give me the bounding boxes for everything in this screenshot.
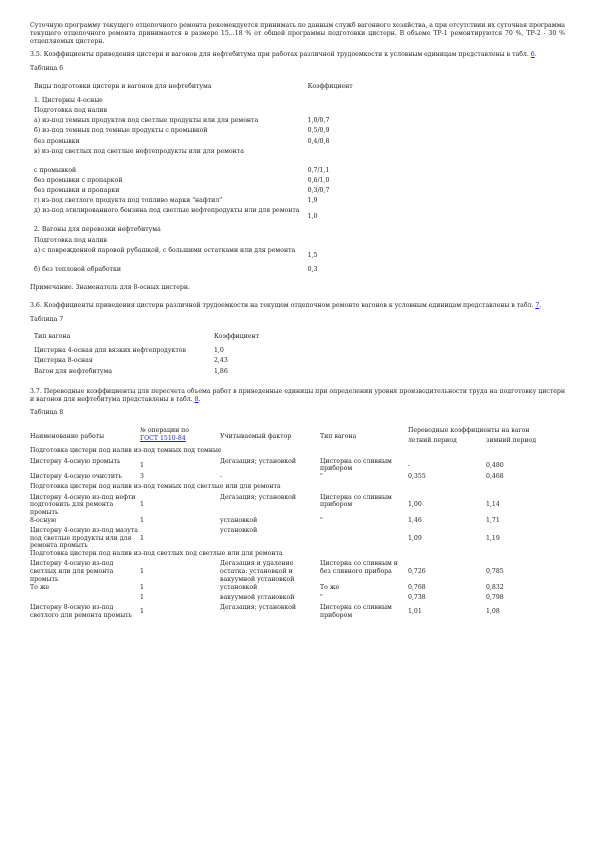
table-row bbox=[34, 357, 294, 367]
table-6-cell-coef: 1,0 bbox=[307, 213, 318, 221]
table-6-cell-kind: без промывки и пропарки bbox=[34, 187, 120, 195]
table-7-header-type: Тип вагона bbox=[34, 333, 71, 341]
table-8-cell-name: Цистерну 4-осную из-под мазута под светлые продукты или для ремонта промыть bbox=[30, 526, 138, 550]
table-8-cell-factor: установкой bbox=[220, 583, 258, 591]
table-8-cell-factor: установкой bbox=[220, 516, 258, 524]
table-6-cell-coef: 0,7/1,1 bbox=[307, 166, 330, 174]
table-8-cell-type bbox=[320, 527, 408, 550]
table-6-cell-coef bbox=[308, 226, 374, 236]
gost-link[interactable]: ГОСТ 1510-84 bbox=[140, 434, 186, 442]
table-8-header-op-text: № операции по bbox=[140, 427, 190, 435]
table-row bbox=[34, 207, 374, 226]
table-6-cell-coef: 1,9 bbox=[307, 197, 318, 205]
table-row bbox=[34, 167, 374, 177]
table-8-cell-winter: 1,08 bbox=[486, 607, 500, 615]
table-6-body bbox=[34, 97, 374, 276]
table-8-caption: Таблица 8 bbox=[30, 409, 64, 417]
table-8-cell-factor: установкой bbox=[220, 526, 258, 534]
table-7-body bbox=[34, 347, 294, 378]
table-8-header-group: Переводные коэффициенты на вагон bbox=[408, 427, 530, 435]
section-3-6-text: 3.6. Коэффициенты приведения цистерн различной трудоемкости на текущем отцепочном ремонте вагонов к условным единицам представлены в табл. bbox=[30, 301, 536, 309]
table-8-cell-winter: 0,785 bbox=[486, 568, 504, 576]
table-8-cell-summer: 0,726 bbox=[408, 568, 426, 576]
table-6-cell-coef bbox=[308, 97, 374, 107]
table-row bbox=[34, 266, 374, 276]
intro-paragraph: Суточную программу текущего отцепочного ремонта рекомендуется принимать по данным служб вагонного хозяйства, а при отсутствии их суточная программа текущего отцепочного ремонта принимается в размере 15...18 % от общей программы подготовки цистерн. В объеме ТР-1 ремонтируются 70 %, ТР-2 - 30 % отцепляемых цистерн. bbox=[30, 22, 565, 45]
table-8-cell-type: Цистерна со сливным прибором bbox=[320, 604, 392, 619]
table-8-cell-winter: 0,832 bbox=[486, 583, 504, 591]
table-6-cell-coef: 1,0/0,7 bbox=[307, 117, 330, 125]
table-8-cell-op: 1 bbox=[140, 461, 144, 469]
table-6-cell-coef bbox=[308, 107, 374, 117]
table-8-section-title: Подготовка цистерн под налив из-под темных под темные bbox=[30, 447, 222, 455]
section-3-6-after: . bbox=[539, 301, 542, 309]
table-8-cell-name: Цистерну 4-осную из-под светлых или для ремонта промыть bbox=[30, 560, 114, 583]
table-row bbox=[34, 117, 374, 127]
table-8-link[interactable]: 8 bbox=[194, 395, 199, 403]
table-7-cell-coef: 1,86 bbox=[214, 367, 228, 375]
table-6-header-kind: Виды подготовки цистерн и вагонов для нефтебитума bbox=[34, 82, 212, 90]
table-6-cell-coef: 0,6/1,0 bbox=[307, 176, 330, 184]
table-6-header-coef: Коэффициент bbox=[307, 82, 353, 90]
table-8-cell-op: 1 bbox=[140, 501, 144, 509]
section-3-5-after: . bbox=[534, 51, 537, 59]
table-6-cell-coef: 0,4/0,8 bbox=[307, 137, 330, 145]
table-row bbox=[30, 517, 565, 527]
table-6-cell-kind: без промывки bbox=[34, 137, 80, 145]
table-8-cell-name: То же bbox=[30, 583, 50, 591]
table-8-section-title: Подготовка цистерн под налив из-под светлых под светлые или для ремонта bbox=[30, 550, 283, 558]
table-8-cell-type: " bbox=[320, 473, 323, 481]
table-8-header-factor: Учитываемый фактор bbox=[220, 433, 292, 441]
table-row bbox=[34, 138, 374, 148]
table-8-cell-winter: 1,19 bbox=[486, 534, 500, 542]
table-8-cell-factor: Дегазация; установкой bbox=[220, 457, 297, 465]
table-8-cell-type: Цистерна со сливным и без сливного прибора bbox=[320, 560, 398, 576]
table-8-cell-factor: вакуумной установкой bbox=[220, 593, 295, 601]
table-6-cell-kind: а) с поврежденной паровой рубашкой, с большими остатками или для ремонта bbox=[34, 246, 296, 254]
table-row bbox=[34, 368, 294, 378]
table-6-link[interactable]: 6 bbox=[530, 51, 535, 59]
table-8-cell-summer: 1,00 bbox=[408, 501, 422, 509]
table-6 bbox=[34, 83, 374, 276]
table-6-cell-kind: с промывкой bbox=[34, 166, 77, 174]
table-8-cell-name: Цистерну 4-осную из-под нефти подготовить для ремонта промыть bbox=[30, 493, 136, 516]
table-row bbox=[34, 97, 374, 107]
table-8-cell-factor: Дегазация; установкой bbox=[220, 493, 297, 501]
section-3-7-text: 3.7. Переводные коэффициенты для пересчета объема работ в приведенные единицы при определении уровня производительности труда на подготовку цистерн и вагонов для нефтебитума представлены в табл. bbox=[30, 387, 565, 403]
table-8-cell-name: Цистерну 8-осную из-под светлого для ремонта промыть bbox=[30, 604, 132, 619]
table-6-cell-coef: 1,5 bbox=[307, 252, 318, 260]
table-7-caption: Таблица 7 bbox=[30, 315, 64, 323]
table-8-cell-winter: 0,480 bbox=[486, 461, 504, 469]
table-8-cell-op: 1 bbox=[140, 607, 144, 615]
table-7-cell-type: Цистерна 8-осная bbox=[34, 357, 93, 365]
table-8-cell-summer: 0,768 bbox=[408, 583, 426, 591]
table-8-header-op bbox=[140, 427, 220, 447]
table-8-cell-summer: 1,46 bbox=[408, 516, 422, 524]
table-8-cell-type: " bbox=[320, 516, 323, 524]
table-8 bbox=[30, 427, 565, 619]
table-8-section-row bbox=[30, 447, 565, 457]
table-8-cell-name bbox=[30, 594, 140, 604]
table-8-section-row bbox=[30, 550, 565, 560]
table-row bbox=[30, 560, 565, 583]
table-7-header-coef: Коэффициент bbox=[214, 333, 260, 341]
table-8-cell-winter: 0,798 bbox=[486, 593, 504, 601]
table-8-cell-type: То же bbox=[320, 583, 340, 591]
table-7 bbox=[34, 333, 294, 378]
table-6-cell-coef bbox=[308, 148, 374, 167]
table-8-cell-factor: - bbox=[220, 473, 223, 481]
table-6-cell-kind: Подготовка под налив bbox=[34, 236, 108, 244]
table-6-cell-kind: 2. Вагоны для перевозки нефтебитума bbox=[34, 226, 161, 234]
table-8-cell-name: Цистерну 4-осную очистить bbox=[30, 473, 122, 481]
table-row bbox=[34, 347, 294, 357]
section-3-6 bbox=[30, 302, 565, 310]
table-8-cell-op: 1 bbox=[140, 534, 144, 542]
table-8-header-row-1 bbox=[30, 427, 565, 437]
table-8-header-winter: зимний период bbox=[486, 437, 537, 445]
table-row bbox=[34, 107, 374, 117]
table-7-link[interactable]: 7 bbox=[535, 301, 540, 309]
table-8-cell-summer: 0,738 bbox=[408, 593, 426, 601]
table-8-body bbox=[30, 447, 565, 619]
table-row bbox=[30, 458, 565, 474]
table-7-cell-type: Цистерна 4-осная для вязких нефтепродуктов bbox=[34, 347, 187, 355]
table-row bbox=[30, 604, 565, 620]
table-6-cell-kind: 1. Цистерны 4-осные bbox=[34, 96, 103, 104]
document-page bbox=[30, 22, 565, 620]
table-8-cell-summer: - bbox=[408, 461, 411, 469]
table-row bbox=[34, 187, 374, 197]
table-8-cell-factor: Дегазация; установкой bbox=[220, 604, 297, 611]
table-6-cell-kind: б) из-под темных под темные продукты с промывкой bbox=[34, 127, 208, 135]
table-6-cell-kind: в) из-под светлых под светлые нефтепродукты или для ремонта bbox=[34, 147, 244, 155]
table-6-cell-kind: г) из-под светлого продукта под топливо марки "нафтил" bbox=[34, 197, 223, 205]
table-6-cell-coef bbox=[308, 237, 374, 247]
table-8-cell-summer: 0,355 bbox=[408, 473, 426, 481]
table-6-cell-coef: 0,3/0,7 bbox=[307, 187, 330, 195]
table-7-cell-coef: 2,43 bbox=[214, 357, 228, 365]
table-row bbox=[34, 247, 374, 266]
table-row bbox=[34, 148, 374, 167]
table-8-cell-op: 1 bbox=[140, 516, 144, 524]
table-8-header-summer: летний период bbox=[408, 437, 457, 445]
table-6-note: Примечание. Знаменатель для 8-осных цистерн. bbox=[30, 284, 190, 291]
table-8-cell-name: Цистерну 4-осную промыть bbox=[30, 457, 121, 465]
table-6-caption: Таблица 6 bbox=[30, 65, 64, 72]
section-3-7-after: . bbox=[198, 395, 201, 403]
table-8-section-row bbox=[30, 483, 565, 493]
table-8-header-name: Наименование работы bbox=[30, 433, 105, 441]
table-row bbox=[30, 494, 565, 517]
table-6-cell-kind: Подготовка под налив bbox=[34, 106, 108, 114]
table-6-cell-kind: д) из-под этилированного бензина под светлые нефтепродукты или для ремонта bbox=[34, 207, 300, 215]
table-row bbox=[30, 594, 565, 604]
table-8-cell-winter: 0,468 bbox=[486, 473, 504, 481]
table-7-cell-coef: 1,0 bbox=[214, 347, 224, 355]
table-6-cell-kind: б) без тепловой обработки bbox=[34, 265, 121, 273]
table-row bbox=[30, 527, 565, 550]
table-6-cell-kind: а) из-под темных продуктов под светлые продукты или для ремонта bbox=[34, 117, 259, 125]
section-3-5-text: 3.5. Коэффициенты приведения цистерн и вагонов для нефтебитума при работах различной трудоемкости к условным единицам представлены в табл. bbox=[30, 51, 531, 59]
table-8-cell-op: 1 bbox=[140, 568, 144, 576]
table-6-cell-kind: без промывки с пропаркой bbox=[34, 176, 123, 184]
table-row bbox=[30, 584, 565, 594]
section-3-5 bbox=[30, 51, 565, 59]
table-8-header-type: Тип вагона bbox=[320, 433, 357, 441]
section-3-7 bbox=[30, 388, 565, 404]
table-8-cell-name: 8-осную bbox=[30, 516, 57, 524]
table-row bbox=[34, 226, 374, 236]
table-8-cell-type: Цистерна со сливным прибором bbox=[320, 457, 392, 473]
table-8-cell-op: 3 bbox=[140, 473, 144, 481]
table-7-cell-type: Вагон для нефтебитума bbox=[34, 367, 113, 375]
table-row bbox=[34, 237, 374, 247]
table-8-cell-summer: 1,01 bbox=[408, 607, 422, 615]
table-8-cell-winter: 1,71 bbox=[486, 516, 500, 524]
table-8-cell-op: 1 bbox=[140, 593, 144, 601]
table-row bbox=[34, 197, 374, 207]
table-8-cell-factor: Дегазация и удаление остатка: установкой и вакуумной установкой bbox=[220, 560, 295, 583]
table-7-header-row bbox=[34, 333, 294, 347]
table-6-header-row bbox=[34, 83, 374, 97]
table-8-cell-op: 1 bbox=[140, 583, 144, 591]
table-6-cell-coef: 0,5/0,9 bbox=[307, 127, 330, 135]
table-8-cell-type: " bbox=[320, 593, 323, 601]
table-8-cell-summer: 1,09 bbox=[408, 534, 422, 542]
table-8-cell-type: Цистерна со сливным прибором bbox=[320, 493, 392, 509]
table-row bbox=[34, 177, 374, 187]
table-row bbox=[34, 127, 374, 137]
table-8-section-title: Подготовка цистерн под налив из-под темных под светлые или для ремонта bbox=[30, 483, 281, 491]
table-row bbox=[30, 473, 565, 483]
table-8-cell-winter: 1,14 bbox=[486, 501, 500, 509]
table-6-cell-coef: 0,3 bbox=[307, 265, 318, 273]
